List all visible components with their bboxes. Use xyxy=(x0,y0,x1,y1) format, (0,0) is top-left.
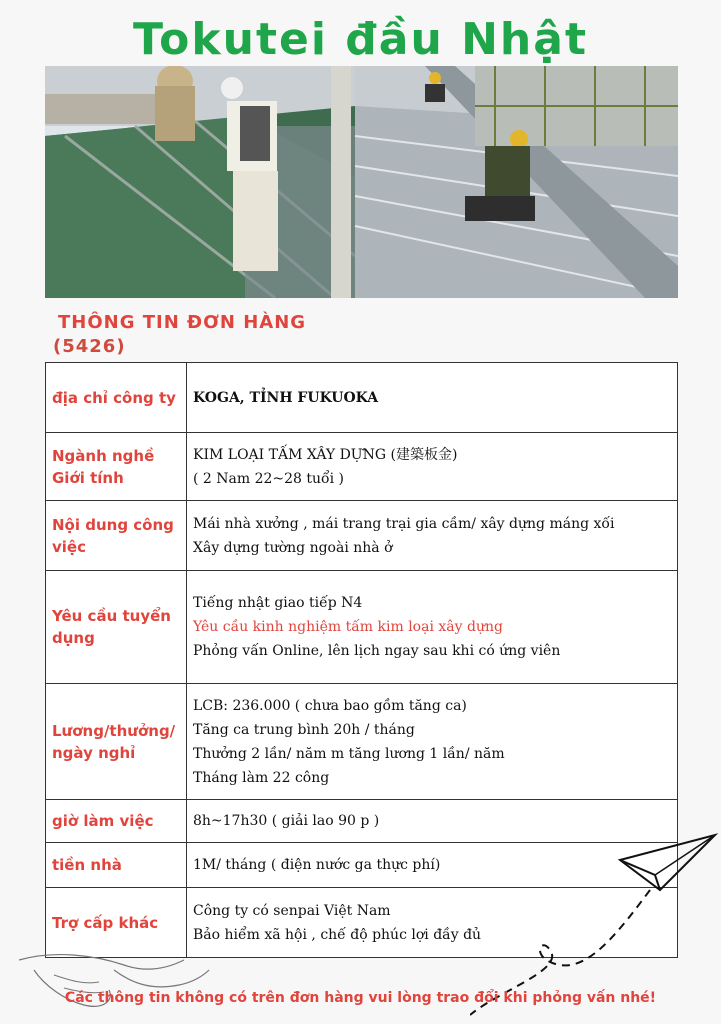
row-label: Yêu cầu tuyển dụng xyxy=(46,571,187,684)
table-row xyxy=(46,501,678,571)
salary-line: Tăng ca trung bình 20h / tháng xyxy=(193,721,415,738)
allowance-line: Công ty có senpai Việt Nam xyxy=(193,902,391,919)
page-title: Tokutei đầu Nhật xyxy=(133,14,588,65)
row-label: Lương/thưởng/ ngày nghỉ xyxy=(46,684,187,800)
order-heading-text: THÔNG TIN ĐƠN HÀNG xyxy=(58,312,307,333)
requirement-line: Phỏng vấn Online, lên lịch ngay sau khi có ứng viên xyxy=(193,643,561,659)
table-row xyxy=(46,571,678,684)
row-value xyxy=(187,501,678,571)
company-address: KOGA, TỈNH FUKUOKA xyxy=(193,389,379,406)
row-value xyxy=(187,571,678,684)
allowance-line: Bảo hiểm xã hội , chế độ phúc lợi đầy đủ xyxy=(193,926,482,943)
table-row xyxy=(46,433,678,501)
salary-line: Thưởng 2 lần/ năm m tăng lương 1 lần/ năm xyxy=(193,745,505,762)
table-row xyxy=(46,684,678,800)
job-category: KIM LOẠI TẤM XÂY DỰNG (建築板金) xyxy=(193,446,458,463)
row-value xyxy=(187,684,678,800)
housing-cost: 1M/ tháng ( điện nước ga thực phí) xyxy=(193,857,441,873)
order-heading xyxy=(53,311,358,359)
row-label: Trợ cấp khác xyxy=(46,888,187,958)
job-line: Mái nhà xưởng , mái trang trại gia cầm/ xây dựng máng xối xyxy=(193,515,615,532)
hands-sketch-icon xyxy=(14,930,214,1020)
footer-note: Các thông tin không có trên đơn hàng vui lòng trao đổi khi phỏng vấn nhé! xyxy=(64,990,657,1006)
requirement-line: Tiếng nhật giao tiếp N4 xyxy=(193,595,363,611)
row-label: giờ làm việc xyxy=(46,800,187,843)
roof-workers-photo xyxy=(45,66,678,298)
gender-age: ( 2 Nam 22~28 tuổi ) xyxy=(193,470,344,487)
working-hours: 8h~17h30 ( giải lao 90 p ) xyxy=(193,813,380,829)
job-line: Xây dựng tường ngoài nhà ở xyxy=(193,539,393,556)
row-value xyxy=(187,433,678,501)
row-label: Nội dung công việc xyxy=(46,501,187,571)
requirement-line-highlight: Yêu cầu kinh nghiệm tấm kim loại xây dựng xyxy=(193,619,503,635)
row-value xyxy=(187,363,678,433)
row-label: địa chỉ công ty xyxy=(46,363,187,433)
row-label: tiền nhà xyxy=(46,843,187,888)
salary-line: LCB: 236.000 ( chưa bao gồm tăng ca) xyxy=(193,697,467,714)
salary-line: Tháng làm 22 công xyxy=(193,769,330,786)
row-label: Ngành nghề Giới tính xyxy=(46,433,187,501)
order-code: (5426) xyxy=(53,336,126,357)
table-row xyxy=(46,363,678,433)
